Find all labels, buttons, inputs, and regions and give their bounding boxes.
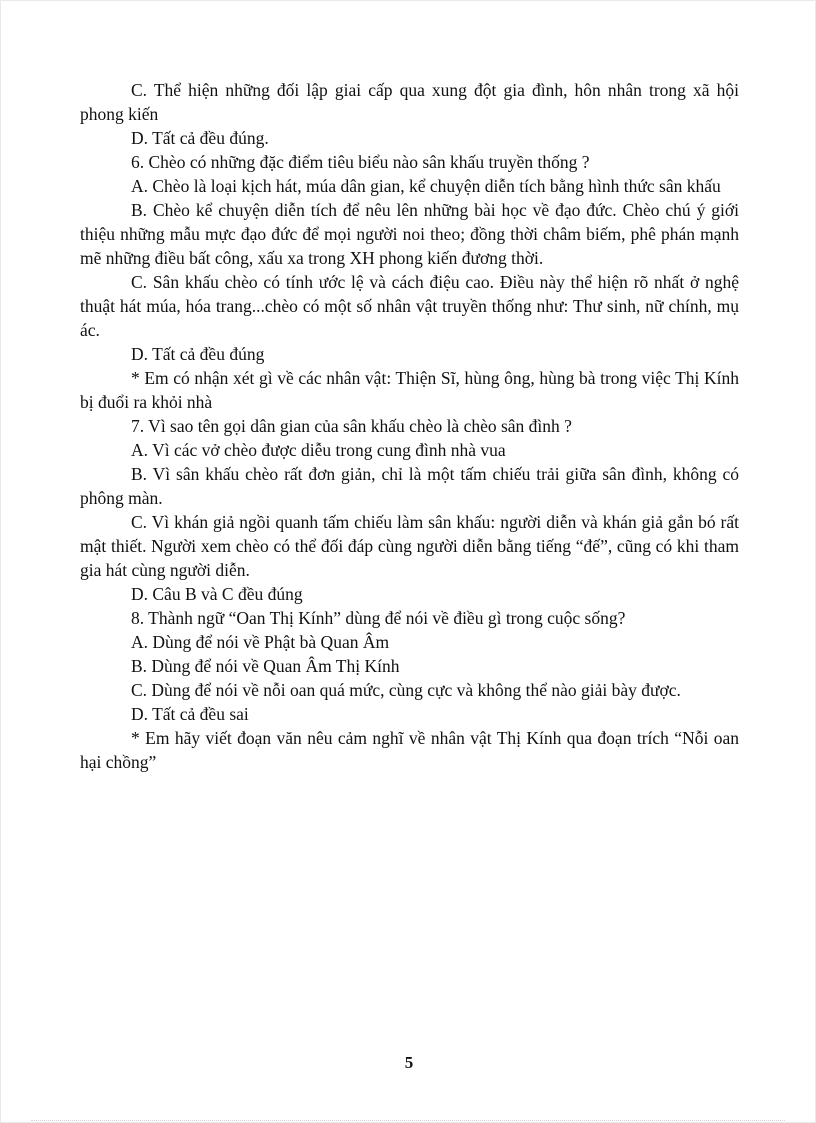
option-c-q6: C. Sân khấu chèo có tính ước lệ và cách điệu cao. Điều này thể hiện rõ nhất ở nghệ thuật hát múa, hóa trang...chèo có một số nhân vật truyền thống như: Thư sinh, nữ chính, mụ ác. [80, 272, 739, 340]
page-body [80, 78, 739, 774]
option-a-q7: A. Vì các vở chèo được diễu trong cung đình nhà vua [131, 440, 506, 460]
option-d-q7: D. Câu B và C đều đúng [131, 584, 303, 604]
question-7: 7. Vì sao tên gọi dân gian của sân khấu chèo là chèo sân đình ? [131, 416, 572, 436]
option-c-q7: C. Vì khán giả ngồi quanh tấm chiếu làm sân khấu: người diễn và khán giả gắn bó rất mật thiết. Người xem chèo có thể đối đáp cùng người diễn bằng tiếng “đế”, cũng có khi tham gia hát cùng người diễn. [80, 512, 739, 580]
option-b-q7: B. Vì sân khấu chèo rất đơn giản, chỉ là một tấm chiếu trải giữa sân đình, không có phông màn. [80, 464, 739, 508]
option-b-q8: B. Dùng để nói về Quan Âm Thị Kính [131, 656, 400, 676]
question-8: 8. Thành ngữ “Oan Thị Kính” dùng để nói về điều gì trong cuộc sống? [131, 608, 626, 628]
option-a-q8: A. Dùng để nói về Phật bà Quan Âm [131, 632, 390, 652]
question-6: 6. Chèo có những đặc điểm tiêu biểu nào sân khấu truyền thống ? [131, 152, 590, 172]
option-c-q5: C. Thể hiện những đối lập giai cấp qua xung đột gia đình, hôn nhân trong xã hội phong kiến [80, 80, 739, 124]
option-d-q5: D. Tất cả đều đúng. [131, 128, 269, 148]
page-number: 5 [404, 1053, 414, 1072]
option-d-q6: D. Tất cả đều đúng [131, 344, 265, 364]
option-c-q8: C. Dùng để nói về nỗi oan quá mức, cùng cực và không thể nào giải bày được. [131, 680, 681, 700]
option-d-q8: D. Tất cả đều sai [131, 704, 249, 724]
option-a-q6: A. Chèo là loại kịch hát, múa dân gian, kể chuyện diễn tích bằng hình thức sân khấu [131, 176, 721, 196]
prompt-essay: * Em hãy viết đoạn văn nêu cảm nghĩ về nhân vật Thị Kính qua đoạn trích “Nỗi oan hại chồng” [80, 728, 739, 772]
option-b-q6: B. Chèo kể chuyện diễn tích để nêu lên những bài học về đạo đức. Chèo chú ý giới thiệu những mẫu mực đạo đức để mọi người noi theo; đồng thời châm biếm, phê phán mạnh mẽ những điều bất công, xấu xa trong XH phong kiến đương thời. [80, 200, 739, 268]
prompt-characters: * Em có nhận xét gì về các nhân vật: Thiện Sĩ, hùng ông, hùng bà trong việc Thị Kính bị đuổi ra khỏi nhà [80, 368, 739, 412]
page-bottom-divider [31, 1120, 785, 1121]
